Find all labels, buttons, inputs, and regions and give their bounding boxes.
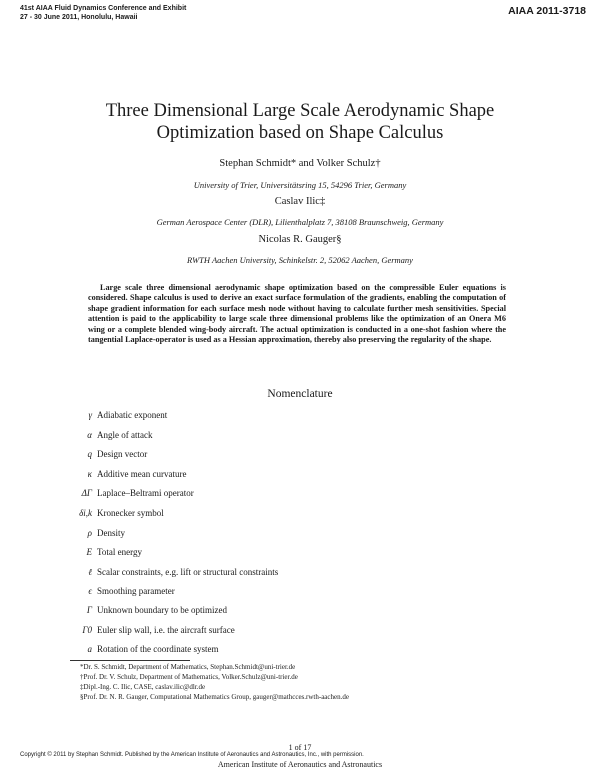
author-affiliation-1: University of Trier, Universitätsring 15, 54296 Trier, Germany — [193, 180, 407, 190]
nomenclature-description: Smoothing parameter — [97, 586, 175, 596]
nomenclature-symbol: κ — [87, 469, 92, 479]
nomenclature-description: Scalar constraints, e.g. lift or structural constraints — [97, 567, 279, 577]
nomenclature-description: Rotation of the coordinate system — [97, 644, 219, 654]
author-names-3: Nicolas R. Gauger§ — [258, 234, 342, 245]
nomenclature-description: Euler slip wall, i.e. the aircraft surface — [97, 625, 235, 635]
footnote-2: †Prof. Dr. V. Schulz, Department of Mathematics, Volker.Schulz@uni-trier.de — [80, 673, 298, 681]
nomenclature-symbol: E — [86, 547, 92, 557]
nomenclature-description: Unknown boundary to be optimized — [97, 605, 227, 615]
footer-organization: American Institute of Aeronautics and Astronautics — [217, 760, 383, 769]
nomenclature-symbol: α — [87, 430, 92, 440]
nomenclature-description: Adiabatic exponent — [97, 410, 168, 420]
footnote-1: *Dr. S. Schmidt, Department of Mathematics, Stephan.Schmidt@uni-trier.de — [80, 663, 296, 671]
nomenclature-symbol: ρ — [87, 528, 92, 538]
page-number: 1 of 17 — [288, 743, 312, 752]
author-names-1: Stephan Schmidt* and Volker Schulz† — [219, 158, 381, 169]
conference-name: 41st AIAA Fluid Dynamics Conference and Exhibit — [20, 5, 187, 12]
nomenclature-symbol: a — [87, 644, 92, 654]
nomenclature-description: Angle of attack — [97, 430, 153, 440]
author-names-2: Caslav Ilic‡ — [274, 196, 326, 207]
nomenclature-description: Design vector — [97, 449, 148, 459]
abstract: Large scale three dimensional aerodynamic shape optimization based on the compressible Euler equations is considered. Shape calculus is used to derive an exact surface formulation of the gradients, enabling the computation of shape gradient information for each surface mesh node without having to calculate further mesh sensitivities. Special attention is paid to the applicability to large scale three dimensional problems like the optimization of an Onera M6 wing or a complete blended wing-body aircraft. The actual optimization is conducted in a one-shot fashion where the tangential Laplace-operator is used as a Hessian approximation, thereby also preserving the regularity of the shape. — [88, 283, 506, 345]
footnote-3: ‡Dipl.-Ing. C. Ilic, CASE, caslav.ilic@dlr.de — [80, 683, 206, 691]
nomenclature-symbol: δi,k — [79, 508, 92, 518]
nomenclature-description: Density — [97, 528, 125, 538]
conference-header — [20, 5, 186, 22]
title-line-1: Three Dimensional Large Scale Aerodynamic Shape — [105, 101, 495, 121]
nomenclature-description: Additive mean curvature — [97, 469, 187, 479]
footnote-4: §Prof. Dr. N. R. Gauger, Computational Mathematics Group, gauger@mathcces.rwth-aachen.de — [80, 693, 349, 701]
nomenclature-symbol: ΔΓ — [81, 488, 92, 498]
nomenclature-description: Laplace–Beltrami operator — [97, 488, 194, 498]
nomenclature-symbol: ℓ — [88, 567, 92, 577]
author-affiliation-2: German Aerospace Center (DLR), Lilienthalplatz 7, 38108 Braunschweig, Germany — [156, 217, 444, 227]
nomenclature-description: Kronecker symbol — [97, 508, 164, 518]
nomenclature-description: Total energy — [97, 547, 142, 557]
copyright-notice: Copyright © 2011 by Stephan Schmidt. Published by the American Institute of Aeronautics and Astronautics, Inc., with permission. — [20, 752, 364, 758]
nomenclature-heading: Nomenclature — [267, 388, 333, 400]
paper-title — [0, 100, 600, 144]
nomenclature-symbol: γ — [88, 410, 92, 420]
paper-id: AIAA 2011-3718 — [508, 5, 586, 17]
nomenclature-symbol: Γ — [86, 605, 92, 615]
author-affiliation-3: RWTH Aachen University, Schinkelstr. 2, 52062 Aachen, Germany — [187, 255, 413, 265]
conference-date-location: 27 - 30 June 2011, Honolulu, Hawaii — [20, 13, 138, 21]
footnote-rule — [70, 660, 190, 661]
nomenclature-symbol: ϵ — [88, 586, 92, 596]
title-line-2: Optimization based on Shape Calculus — [156, 123, 444, 143]
nomenclature-symbol: q — [87, 449, 92, 459]
nomenclature-symbol: Γ0 — [82, 625, 92, 635]
